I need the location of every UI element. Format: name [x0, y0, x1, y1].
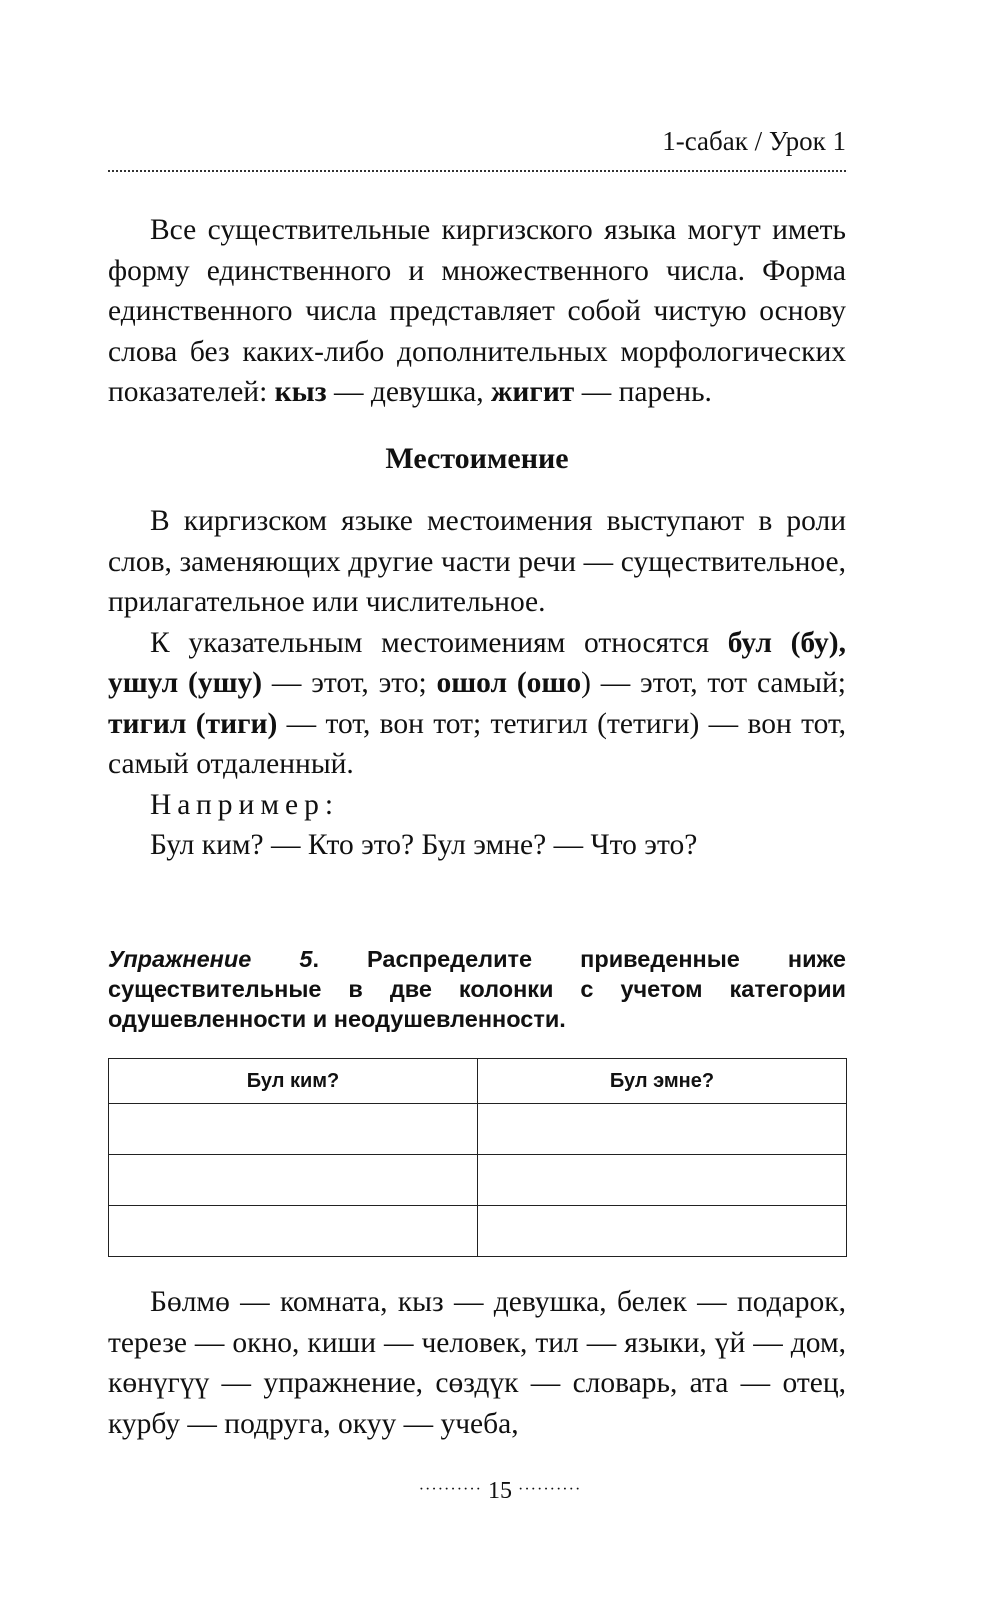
section-heading: Местоимение: [385, 441, 569, 475]
example-label: Например:: [150, 788, 340, 821]
paragraph-pronouns: В киргизском языке местоимения выступают в роли слов, заменяющих другие части речи — существительное, прилагательное или числительное.: [108, 505, 846, 618]
paragraph-demonstratives: К указательным местоимениям относятся бул (бу), ушул (ушу) — этот, это; ошол (ошо) — этот, тот самый; тигил (тиги) — тот, вон тот; тетигил (тетиги) — вон тот, самый отдаленный.: [108, 626, 846, 780]
table-cell[interactable]: [109, 1104, 478, 1155]
table-cell[interactable]: [478, 1206, 847, 1257]
column-header-inanimate: Бул эмне?: [478, 1059, 847, 1104]
example-word: кыз: [274, 376, 327, 408]
footer-dots-right: ··········: [518, 1481, 582, 1498]
column-header-animate: Бул ким?: [109, 1059, 478, 1104]
word-list-text: Бөлмө — комната, кыз — девушка, белек — подарок, терезе — окно, киши — человек, тил — языки, үй — дом, көнүгүү — упражнение, сөздүк — словарь, ата — отец, курбу — подруга, окуу — учеба,: [108, 1286, 846, 1440]
page-footer: [0, 1478, 1000, 1505]
running-header: 1-сабак / Урок 1: [662, 126, 846, 156]
table-cell[interactable]: [478, 1155, 847, 1206]
header-divider: [108, 170, 846, 172]
exercise-instruction: Упражнение 5. Распределите приведенные ниже существительные в две колонки с учетом категории одушевленности и неодушевленности.: [108, 946, 846, 1032]
table-row: [109, 1104, 847, 1155]
table-header-row: [109, 1059, 847, 1104]
example-word: жигит: [491, 376, 575, 408]
page-number: 15: [488, 1478, 512, 1504]
table-cell[interactable]: [478, 1104, 847, 1155]
table-cell[interactable]: [109, 1206, 478, 1257]
main-text: [108, 210, 846, 866]
paragraph-nouns: Все существительные киргизского языка могут иметь форму единственного и множественного числа. Форма единственного числа представляет собой чистую основу слова без каких-либо дополнительных морфологических показателей: кыз — девушка, жигит — парень.: [108, 214, 846, 408]
exercise-table: [108, 1058, 847, 1257]
example-line: Бул ким? — Кто это? Бул эмне? — Что это?: [150, 829, 698, 861]
word-list: [108, 1282, 846, 1444]
footer-dots-left: ··········: [418, 1481, 482, 1498]
table-row: [109, 1155, 847, 1206]
exercise-label: Упражнение 5: [108, 946, 313, 972]
table-row: [109, 1206, 847, 1257]
table-cell[interactable]: [109, 1155, 478, 1206]
